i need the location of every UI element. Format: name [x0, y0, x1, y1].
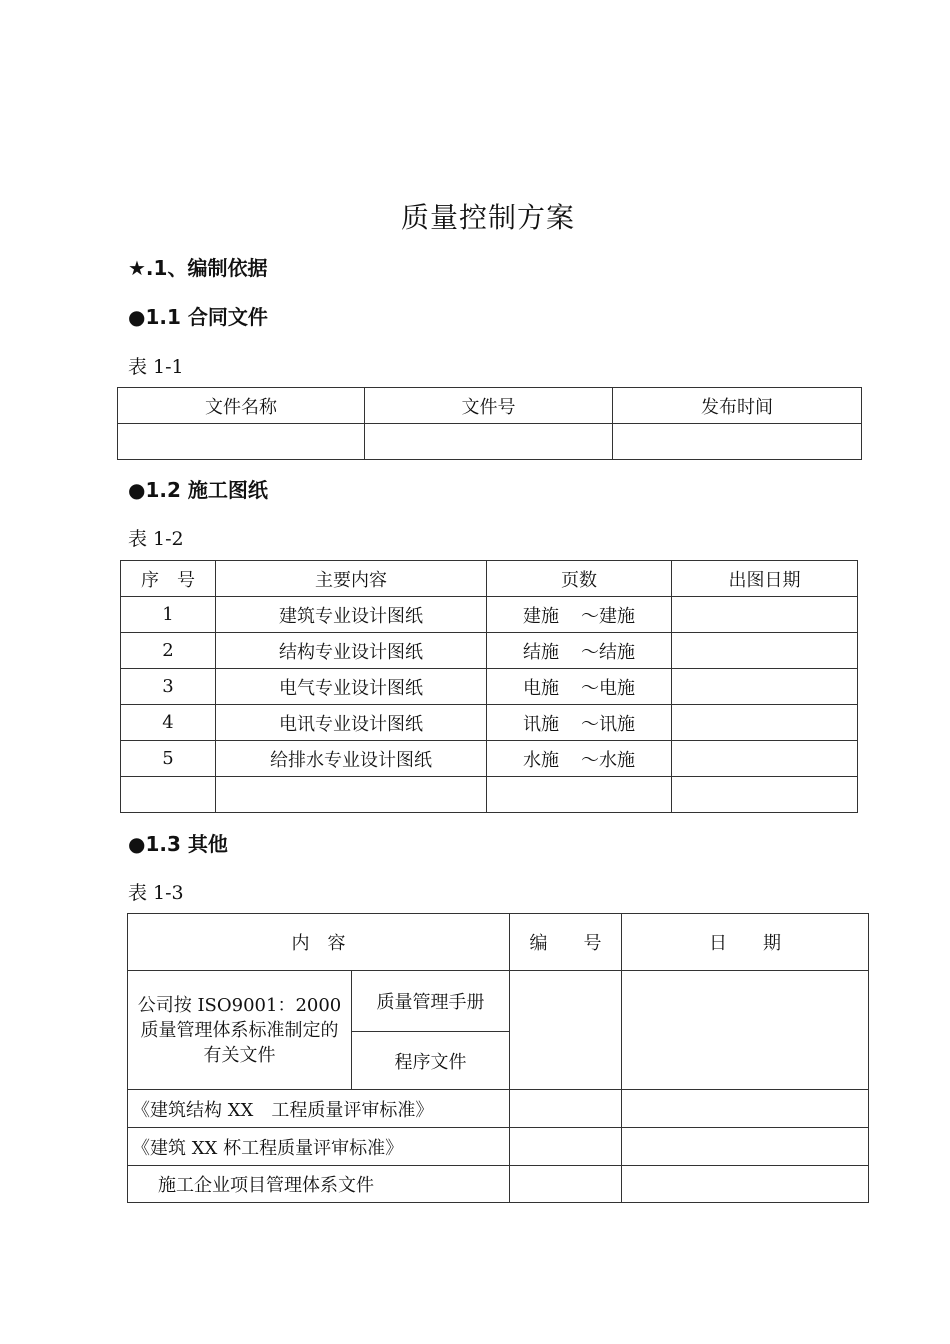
section-heading-basis: ★.1、编制依据 — [128, 256, 268, 280]
row-pages: 讯施 ～讯施 — [487, 705, 672, 741]
table-cell — [216, 777, 487, 813]
row-content: 建筑专业设计图纸 — [216, 597, 487, 633]
table-cell — [622, 971, 869, 1090]
table-row — [128, 1128, 869, 1166]
table-caption-1-3: 表 1-3 — [128, 882, 184, 904]
column-header: 发布时间 — [613, 388, 862, 424]
table-cell — [510, 1128, 622, 1166]
table-cell — [622, 1128, 869, 1166]
column-header: 文件名称 — [118, 388, 365, 424]
row-pages: 电施 ～电施 — [487, 669, 672, 705]
table-row — [121, 741, 858, 777]
column-header: 序 号 — [121, 561, 216, 597]
table-row — [128, 1166, 869, 1203]
column-header: 文件号 — [365, 388, 613, 424]
table-row — [118, 424, 862, 460]
column-header: 主要内容 — [216, 561, 487, 597]
row-date — [672, 705, 858, 741]
subsection-heading-other: ●1.3 其他 — [128, 832, 228, 856]
table-cell — [510, 1166, 622, 1203]
row-number: 4 — [121, 705, 216, 741]
row-number: 3 — [121, 669, 216, 705]
table-cell — [622, 1166, 869, 1203]
document-title: 质量控制方案 — [400, 201, 575, 234]
row-date — [672, 741, 858, 777]
column-header: 出图日期 — [672, 561, 858, 597]
row-number: 2 — [121, 633, 216, 669]
subsection-heading-contract: ●1.1 合同文件 — [128, 305, 268, 329]
table-cell — [613, 424, 862, 460]
row-pages: 建施 ～建施 — [487, 597, 672, 633]
column-header: 编 号 — [510, 914, 622, 971]
row-content: 《建筑 XX 杯工程质量评审标准》 — [128, 1128, 510, 1166]
subsection-heading-drawings: ●1.2 施工图纸 — [128, 478, 268, 502]
table-cell — [118, 424, 365, 460]
row-content: 结构专业设计图纸 — [216, 633, 487, 669]
group-item: 程序文件 — [352, 1032, 510, 1090]
table-row — [128, 1090, 869, 1128]
row-date — [672, 669, 858, 705]
table-row — [121, 669, 858, 705]
row-content: 电气专业设计图纸 — [216, 669, 487, 705]
table-row — [121, 597, 858, 633]
table-row — [121, 633, 858, 669]
table-cell — [672, 777, 858, 813]
table-cell — [121, 777, 216, 813]
table-cell — [365, 424, 613, 460]
table-cell — [622, 1090, 869, 1128]
row-date — [672, 597, 858, 633]
column-header: 内 容 — [128, 914, 510, 971]
row-pages: 水施 ～水施 — [487, 741, 672, 777]
column-header: 页数 — [487, 561, 672, 597]
table-caption-1-2: 表 1-2 — [128, 528, 184, 550]
other-documents-table — [127, 913, 869, 1203]
row-pages: 结施 ～结施 — [487, 633, 672, 669]
column-header: 日 期 — [622, 914, 869, 971]
row-content: 施工企业项目管理体系文件 — [128, 1166, 510, 1203]
row-content: 给排水专业设计图纸 — [216, 741, 487, 777]
group-label: 公司按 ISO9001：2000 质量管理体系标准制定的有关文件 — [128, 971, 352, 1090]
table-cell — [510, 971, 622, 1090]
row-number: 1 — [121, 597, 216, 633]
row-date — [672, 633, 858, 669]
table-cell — [487, 777, 672, 813]
group-item: 质量管理手册 — [352, 971, 510, 1032]
row-content: 电讯专业设计图纸 — [216, 705, 487, 741]
construction-drawings-table — [120, 560, 858, 813]
table-caption-1-1: 表 1-1 — [128, 356, 184, 378]
row-number: 5 — [121, 741, 216, 777]
table-cell — [510, 1090, 622, 1128]
row-content: 《建筑结构 XX 工程质量评审标准》 — [128, 1090, 510, 1128]
table-row — [121, 777, 858, 813]
table-row — [128, 971, 869, 1032]
contract-documents-table — [117, 387, 862, 460]
table-row — [121, 705, 858, 741]
